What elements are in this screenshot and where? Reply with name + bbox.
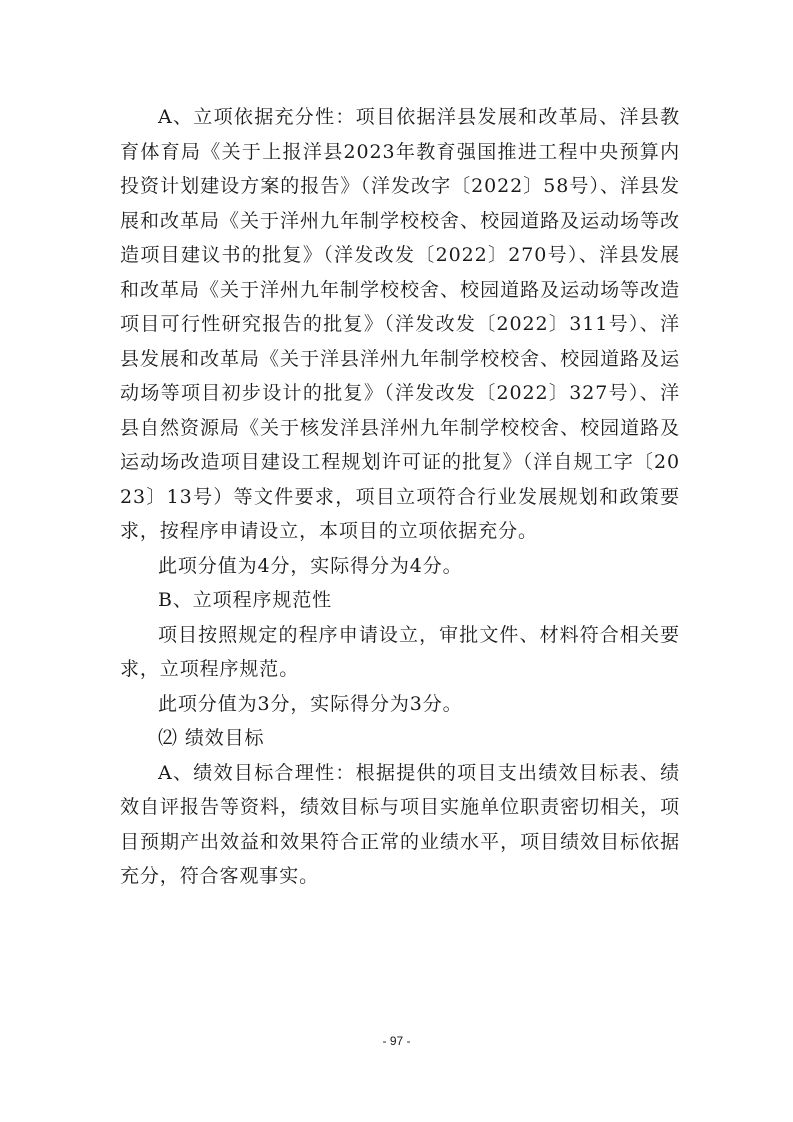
heading-procedure: B、立项程序规范性 bbox=[158, 589, 333, 611]
page-number: - 97 - bbox=[382, 1034, 411, 1048]
paragraph-score-basis: 此项分值为4分，实际得分为4分。 bbox=[158, 554, 463, 577]
body-text bbox=[120, 100, 680, 894]
paragraph-project-basis: A、立项依据充分性：项目依据洋县发展和改革局、洋县教育体育局《关于上报洋县2023年教育强国推进工程中央预算内投资计划建设方案的报告》（洋发改字〔2022〕58号）、洋县发展和改革局《关于洋州九年制学校校舍、校园道路及运动场等改造项目建议书的批复》（洋发改发〔2022〕270号）、洋县发展和改革局《关于洋州九年制学校校舍、校园道路及运动场等改造项目可行性研究报告的批复》（洋发改发〔2022〕311号）、洋县发展和改革局《关于洋县洋州九年制学校校舍、校园道路及运动场等项目初步设计的批复》（洋发改发〔2022〕327号）、洋县自然资源局《关于核发洋县洋州九年制学校校舍、校园道路及运动场改造项目建设工程规划许可证的批复》（洋自规工字〔2023〕13号）等文件要求，项目立项符合行业发展规划和政策要求，按程序申请设立，本项目的立项依据充分。 bbox=[120, 106, 680, 542]
paragraph-performance-target: A、绩效目标合理性：根据提供的项目支出绩效目标表、绩效自评报告等资料，绩效目标与项目实施单位职责密切相关，项目预期产出效益和效果符合正常的业绩水平，项目绩效目标依据充分，符合客观事实。 bbox=[120, 761, 680, 887]
heading-performance-target: ⑵ 绩效目标 bbox=[158, 727, 265, 749]
paragraph-score-procedure: 此项分值为3分，实际得分为3分。 bbox=[158, 692, 463, 715]
paragraph-procedure: 项目按照规定的程序申请设立，审批文件、材料符合相关要求，立项程序规范。 bbox=[120, 623, 680, 680]
